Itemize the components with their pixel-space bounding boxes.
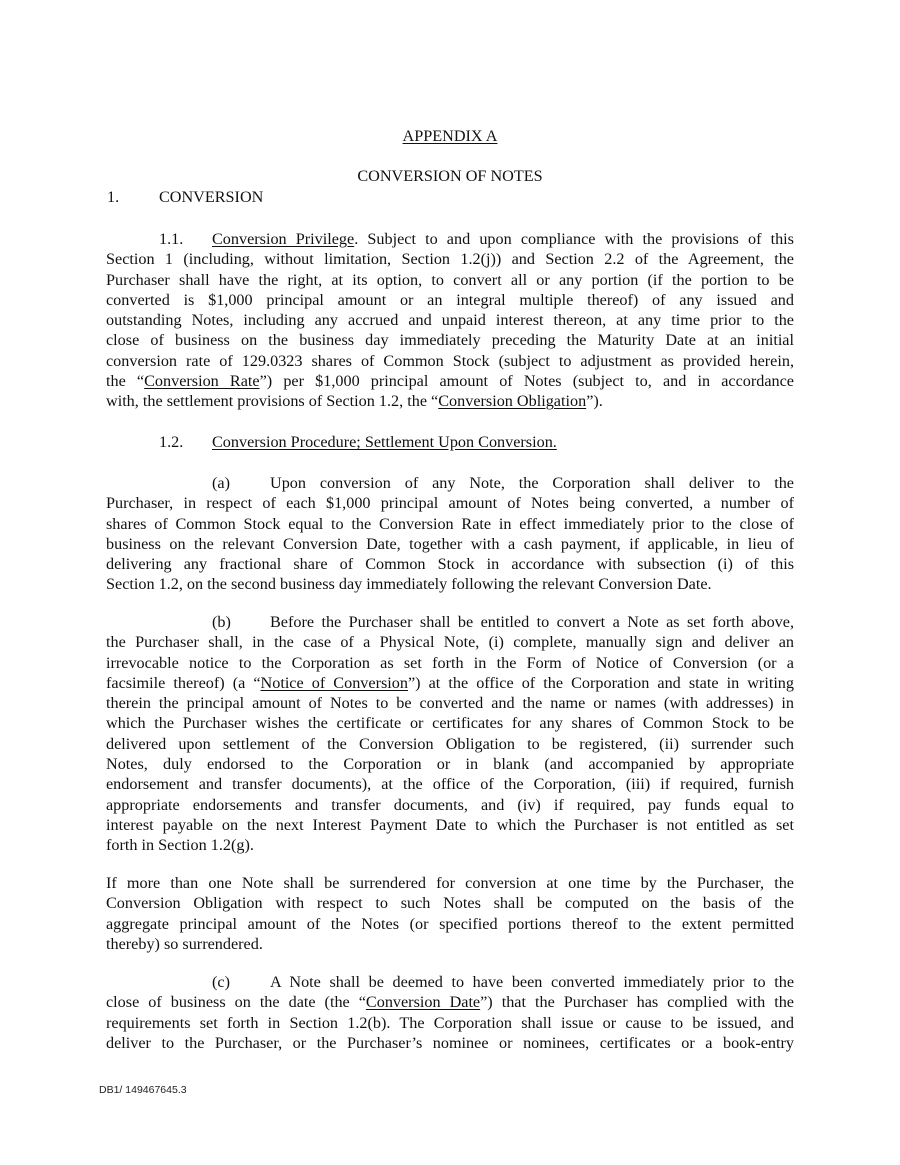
text-line: delivered upon settlement of the Conversion Obligation to be registered, (ii) surrender such	[106, 734, 794, 753]
document-subtitle: CONVERSION OF NOTES	[357, 167, 543, 185]
text-line: deliver to the Purchaser, or the Purchaser’s nominee or nominees, certificates or a book-entry	[106, 1033, 794, 1052]
subparagraph-label: (b)	[212, 613, 231, 631]
text-line: (a) Upon conversion of any Note, the Corporation shall deliver to the	[212, 474, 794, 492]
text-line: Purchaser shall have the right, at its option, to convert all or any portion (if the portion to be	[106, 270, 794, 289]
text-line: the “Conversion Rate”) per $1,000 principal amount of Notes (subject to, and in accordance	[106, 372, 794, 391]
subparagraph-label: (a)	[212, 474, 230, 492]
text-line: Purchaser, in respect of each $1,000 principal amount of Notes being converted, a number of	[106, 494, 794, 513]
text-line: Conversion Obligation with respect to such Notes shall be computed on the basis of the	[106, 894, 794, 913]
subparagraph-a	[106, 473, 794, 595]
text-line: facsimile thereof) (a “Notice of Conversion”) at the office of the Corporation and state in writing	[106, 673, 794, 692]
subparagraph-b	[106, 612, 794, 856]
defined-term: Conversion Obligation	[438, 392, 587, 411]
text-line: business on the relevant Conversion Date, together with a cash payment, if applicable, in lieu of	[106, 534, 794, 553]
clause-heading: Conversion Privilege	[212, 230, 355, 248]
text-line: Section 1.2, on the second business day immediately following the relevant Conversion Date.	[106, 575, 712, 594]
text-line: Section 1 (including, without limitation, Section 1.2(j)) and Section 2.2 of the Agreement, the	[106, 250, 794, 269]
text-line: interest payable on the next Interest Payment Date to which the Purchaser is not entitled as set	[106, 815, 794, 834]
text-line: (b) Before the Purchaser shall be entitled to convert a Note as set forth above,	[212, 613, 794, 631]
text-line	[106, 432, 794, 452]
text-line: converted is $1,000 principal amount or an integral multiple thereof) of any issued and	[106, 290, 794, 309]
clause-heading: Conversion Procedure; Settlement Upon Conversion.	[212, 433, 557, 451]
paragraph-multiple-notes	[106, 873, 794, 954]
paragraph-1-1	[106, 229, 794, 412]
clause-number: 1.2.	[159, 433, 184, 451]
defined-term: Conversion Rate	[144, 372, 260, 391]
text-line: close of business on the date (the “Conversion Date”) that the Purchaser has complied with the	[106, 993, 794, 1012]
subparagraph-label: (c)	[212, 973, 230, 991]
text-line: forth in Section 1.2(g).	[106, 836, 254, 855]
section-number: 1.	[107, 188, 120, 206]
paragraph-1-2-heading	[106, 432, 794, 452]
text-line: (c) A Note shall be deemed to have been converted immediately prior to the	[212, 973, 794, 991]
text-line: 1.1. Conversion Privilege. Subject to and upon compliance with the provisions of this	[159, 230, 794, 248]
text-line: If more than one Note shall be surrendered for conversion at one time by the Purchaser, the	[106, 874, 794, 892]
subparagraph-c	[106, 972, 794, 1053]
text-line: irrevocable notice to the Corporation as set forth in the Form of Notice of Conversion (or a	[106, 653, 794, 672]
text-line: endorsement and transfer documents), at the office of the Corporation, (iii) if required, furnish	[106, 775, 794, 794]
text-line: appropriate endorsements and transfer documents, and (iv) if required, pay funds equal to	[106, 795, 794, 814]
text-line: with, the settlement provisions of Section 1.2, the “Conversion Obligation”).	[106, 392, 603, 411]
text-line: which the Purchaser wishes the certificate or certificates for any shares of Common Stock to be	[106, 714, 794, 733]
clause-number: 1.1.	[159, 230, 184, 248]
section-title: CONVERSION	[159, 188, 264, 206]
text-line: conversion rate of 129.0323 shares of Common Stock (subject to adjustment as provided herein,	[106, 351, 794, 370]
text-line: the Purchaser shall, in the case of a Physical Note, (i) complete, manually sign and deliver an	[106, 633, 794, 652]
document-footer-id: DB1/ 149467645.3	[99, 1084, 187, 1096]
text-line: aggregate principal amount of the Notes (or specified portions thereof to the extent permitted	[106, 914, 794, 933]
text-line: Notes, duly endorsed to the Corporation or in blank (and accompanied by appropriate	[106, 755, 794, 774]
defined-term: Notice of Conversion	[260, 673, 408, 692]
text-line: therein the principal amount of Notes to be converted and the name or names (with addresses) in	[106, 694, 794, 713]
text-line: delivering any fractional share of Common Stock in accordance with subsection (i) of this	[106, 555, 794, 574]
text-line: close of business on the business day immediately preceding the Maturity Date at an initial	[106, 331, 794, 350]
text-line: requirements set forth in Section 1.2(b). The Corporation shall issue or cause to be issued, and	[106, 1013, 794, 1032]
text-line: shares of Common Stock equal to the Conversion Rate in effect immediately prior to the close of	[106, 514, 794, 533]
defined-term: Conversion Date	[365, 993, 481, 1012]
text-line: outstanding Notes, including any accrued and unpaid interest thereon, at any time prior to the	[106, 311, 794, 330]
appendix-title: APPENDIX A	[402, 127, 498, 145]
text-line: thereby) so surrendered.	[106, 934, 263, 953]
section-heading	[107, 188, 263, 207]
